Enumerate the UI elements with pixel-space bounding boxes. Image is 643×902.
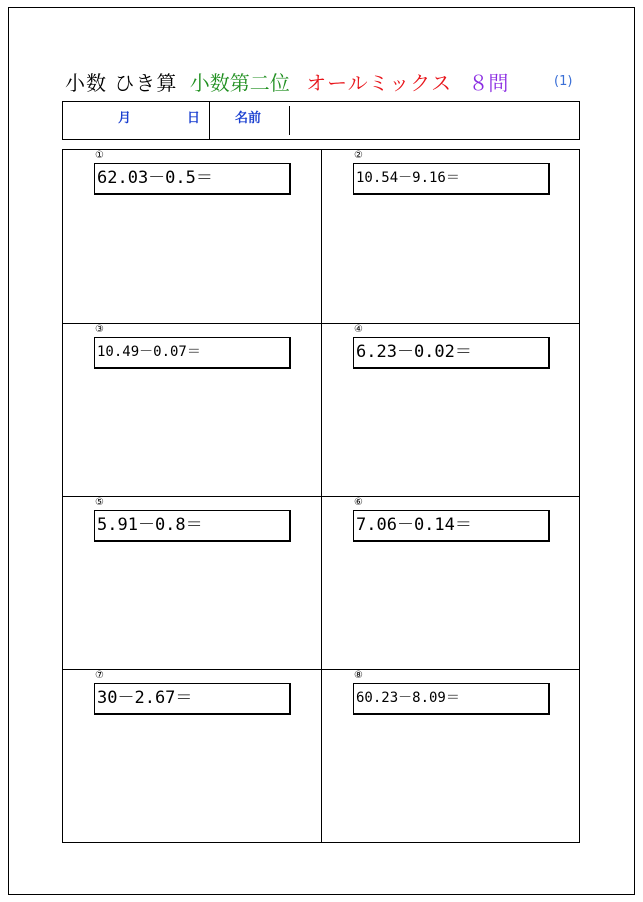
- problem-cell: [322, 324, 580, 497]
- day-label: 日: [187, 111, 201, 126]
- problem-cell: [322, 670, 580, 843]
- name-field[interactable]: [291, 104, 577, 137]
- title-decimal-place: 小数第二位: [189, 71, 290, 95]
- title-all-mix: オールミックス: [306, 71, 453, 95]
- problem-cell: [63, 324, 321, 497]
- problem-expression: 30－2.67＝: [94, 683, 291, 715]
- problem-expression: 10.49－0.07＝: [94, 337, 291, 369]
- problem-cell: [322, 497, 580, 670]
- problem-number: ⑤: [95, 497, 104, 508]
- worksheet-title: [65, 66, 585, 100]
- problem-expression: 10.54－9.16＝: [353, 163, 550, 195]
- problem-cell: [322, 150, 580, 323]
- problem-expression: 7.06－0.14＝: [353, 510, 550, 542]
- title-subtraction: 小数 ひき算: [65, 71, 178, 95]
- problem-expression: 6.23－0.02＝: [353, 337, 550, 369]
- problem-expression: 62.03－0.5＝: [94, 163, 291, 195]
- problem-number: ①: [95, 150, 104, 161]
- problem-number: ④: [354, 324, 363, 335]
- problem-number: ②: [354, 150, 363, 161]
- problem-expression: 60.23－8.09＝: [353, 683, 550, 715]
- header-box: [62, 101, 580, 140]
- name-label: 名前: [235, 111, 262, 126]
- problem-cell: [63, 150, 321, 323]
- problem-cell: [63, 670, 321, 843]
- problem-number: ⑧: [354, 670, 363, 681]
- problem-number: ③: [95, 324, 104, 335]
- problem-expression: 5.91－0.8＝: [94, 510, 291, 542]
- sheet-number: (1): [554, 74, 573, 89]
- problem-grid: [62, 149, 580, 843]
- problem-number: ⑦: [95, 670, 104, 681]
- month-label: 月: [118, 111, 132, 126]
- header-divider: [209, 102, 210, 139]
- problem-number: ⑥: [354, 497, 363, 508]
- header-divider: [289, 106, 290, 135]
- problem-cell: [63, 497, 321, 670]
- title-question-count: ８問: [468, 71, 509, 95]
